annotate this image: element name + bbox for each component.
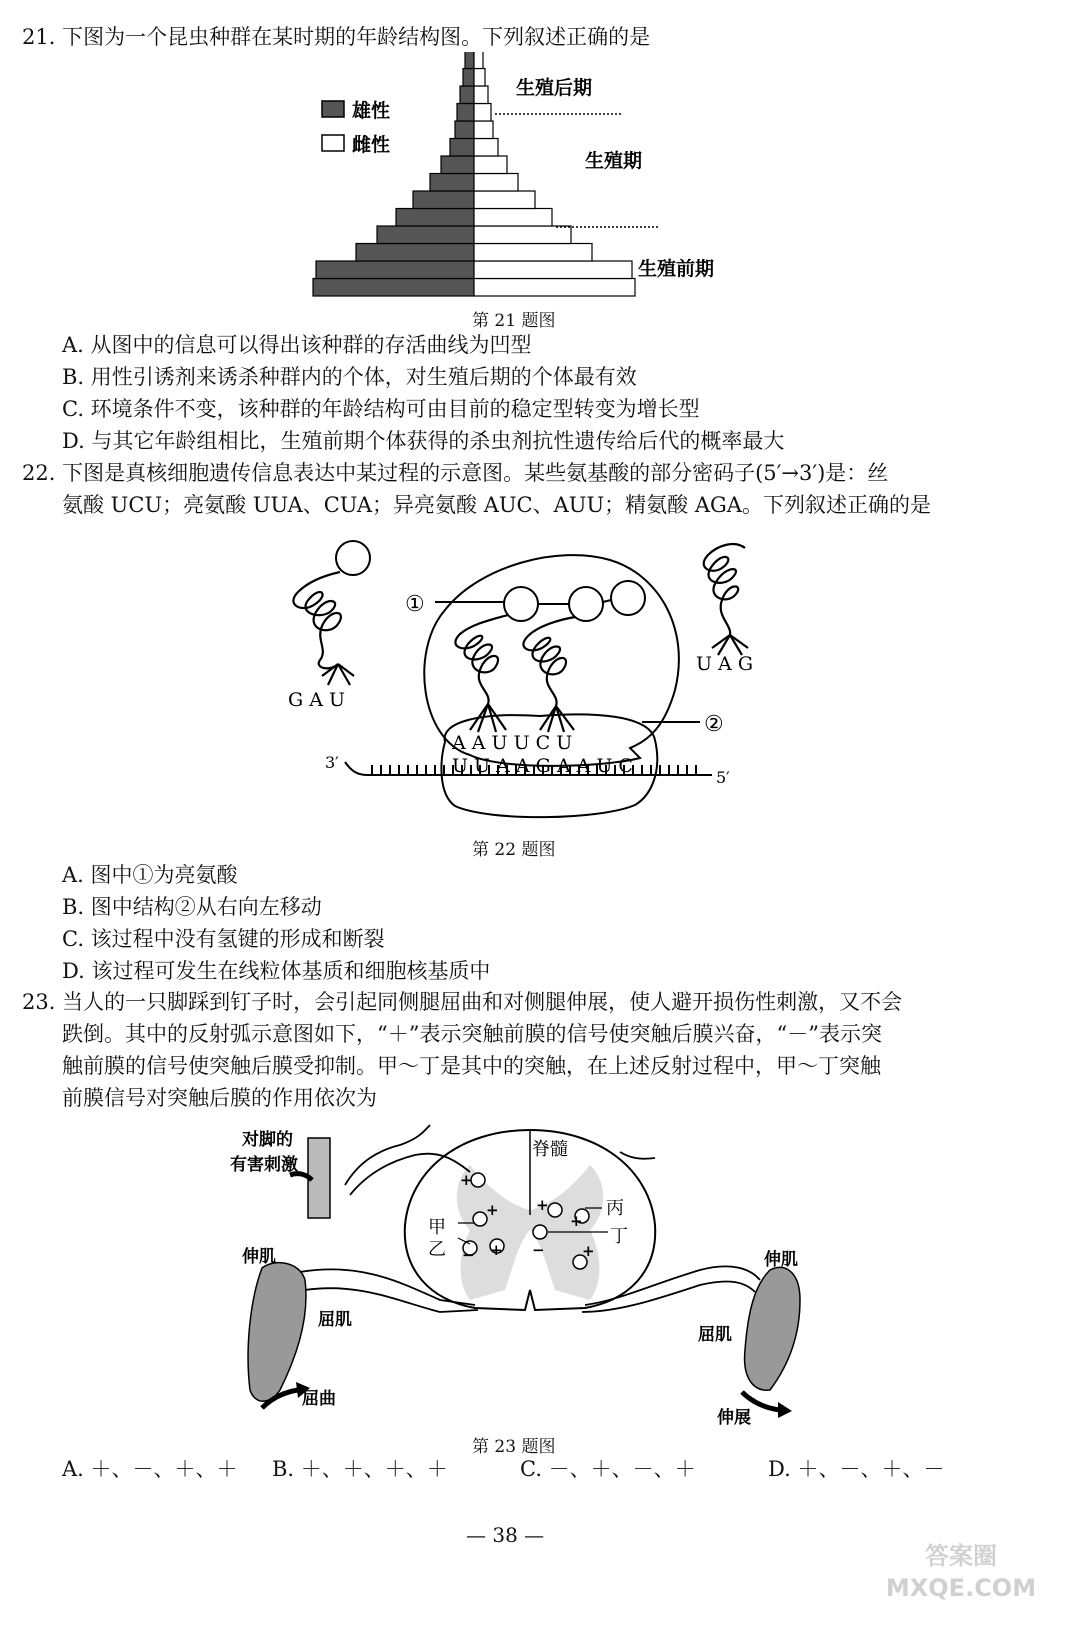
left-leg-muscles — [248, 1263, 306, 1402]
q22-option-d: D. 该过程可发生在线粒体基质和细胞核基质中 — [62, 959, 491, 983]
q21-option-d: D. 与其它年龄组相比，生殖前期个体获得的杀虫剂抗性遗传给后代的概率最大 — [62, 429, 785, 453]
q21-option-b: B. 用性引诱剂来诱杀种群内的个体，对生殖后期的个体最有效 — [62, 365, 637, 389]
pyramid-bar-female — [474, 104, 491, 122]
q23-option-a: A. ＋、－、＋、＋ — [62, 1457, 238, 1481]
label-pre-reproductive: 生殖前期 — [638, 258, 715, 280]
page-number: — 38 — — [466, 1523, 545, 1547]
trna-left — [293, 572, 354, 685]
q23-stem-line1: 23. 当人的一只脚踩到钉子时，会引起同侧腿屈曲和对侧腿伸展，使人避开损伤性刺激，又不会 — [22, 990, 903, 1014]
q23-option-d: D. ＋、－、＋、－ — [768, 1457, 945, 1481]
svg-text:−: − — [532, 1241, 545, 1259]
pyramid-bar-male — [396, 209, 474, 227]
pyramid-bar-male — [377, 226, 474, 244]
legend-female-swatch — [322, 135, 344, 151]
anticodons-bound: A A U U C U — [452, 732, 573, 754]
synapse-ding: 丁 — [610, 1226, 628, 1247]
pyramid-bar-male — [413, 191, 474, 209]
svg-text:+: + — [486, 1201, 499, 1219]
legend-male-swatch — [322, 101, 344, 117]
q23-stem-line3: 触前膜的信号使突触后膜受抑制。甲～丁是其中的突触，在上述反射过程中，甲～丁突触 — [62, 1054, 881, 1078]
mrna-sequence: U U A A G A A U C — [452, 755, 633, 777]
q23-caption: 第 23 题图 — [472, 1437, 556, 1457]
left-flexor-label: 屈肌 — [318, 1310, 352, 1330]
pyramid-bar-male — [465, 52, 474, 69]
pyramid-bar-female — [474, 261, 632, 279]
pyramid-bar-male — [430, 174, 474, 192]
pyramid-bar-female — [474, 69, 485, 87]
watermark: 答案圈 MXQE.COM — [885, 1542, 1037, 1602]
spinal-cord-label: 脊髓 — [532, 1139, 568, 1160]
right-extensor-label: 伸肌 — [764, 1250, 798, 1270]
stimulus-label-1: 对脚的 — [242, 1130, 293, 1150]
legend-male-label: 雄性 — [352, 100, 391, 122]
amino-acid-1 — [504, 587, 538, 621]
label-2: ② — [704, 712, 724, 737]
pyramid-bar-male — [316, 261, 474, 279]
q22-translation-diagram — [270, 525, 790, 830]
synapse-yi: 乙 — [428, 1239, 446, 1260]
q21-option-c: C. 环境条件不变，该种群的年龄结构可由目前的稳定型转变为增长型 — [62, 397, 700, 421]
q21-caption: 第 21 题图 — [472, 311, 556, 331]
q23-stem-line4: 前膜信号对突触后膜的作用依次为 — [62, 1086, 377, 1110]
pyramid-bar-male — [460, 86, 474, 104]
mrna-5-prime: 5′ — [716, 768, 730, 787]
pyramid-bar-male — [463, 69, 474, 87]
svg-text:−: − — [462, 1246, 475, 1264]
svg-text:+: + — [570, 1212, 583, 1230]
q22-option-a: A. 图中①为亮氨酸 — [62, 863, 238, 887]
q21-option-a: A. 从图中的信息可以得出该种群的存活曲线为凹型 — [62, 333, 532, 357]
label-1: ① — [405, 592, 425, 617]
pyramid-bar-female — [474, 209, 552, 227]
extend-label: 伸展 — [717, 1408, 751, 1428]
label-reproductive: 生殖期 — [585, 150, 643, 172]
pyramid-bar-female — [474, 52, 483, 69]
mrna-3-prime: 3′ — [325, 753, 339, 772]
q23-stem-line2: 跌倒。其中的反射弧示意图如下，“＋”表示突触前膜的信号使突触后膜兴奋，“－”表示突 — [62, 1022, 882, 1046]
pyramid-bar-male — [450, 139, 474, 157]
anticodon-right: U A G — [696, 653, 753, 675]
pyramid-bar-male — [457, 104, 474, 122]
right-leg-muscles — [745, 1267, 800, 1390]
pyramid-bar-female — [474, 86, 488, 104]
pyramid-bar-female — [474, 121, 493, 139]
q22-option-c: C. 该过程中没有氢键的形成和断裂 — [62, 927, 385, 951]
pyramid-bar-male — [356, 244, 474, 262]
q22-stem-line2: 氨酸 UCU；亮氨酸 UUA、CUA；异亮氨酸 AUC、AUU；精氨酸 AGA。下列叙述正确的是 — [62, 493, 931, 517]
pyramid-bar-male — [313, 279, 474, 297]
bend-label: 屈曲 — [302, 1389, 336, 1409]
amino-acid-2 — [569, 587, 603, 621]
neuron-7 — [533, 1225, 547, 1239]
pyramid-bar-female — [474, 226, 571, 244]
pyramid-bar-female — [474, 156, 507, 174]
neuron-1 — [471, 1173, 485, 1187]
trna-right — [704, 544, 748, 655]
q21-age-pyramid — [300, 52, 760, 310]
extend-arrow-head — [778, 1402, 792, 1418]
q23-reflex-arc-diagram — [225, 1118, 825, 1433]
right-flexor-label: 屈肌 — [698, 1325, 732, 1345]
q22-caption: 第 22 题图 — [472, 840, 556, 860]
stimulus-label-2: 有害刺激 — [230, 1155, 298, 1175]
synapse-bing: 丙 — [606, 1198, 624, 1219]
left-extensor-label: 伸肌 — [242, 1247, 276, 1267]
svg-text:+: + — [536, 1196, 549, 1214]
legend-female-label: 雌性 — [352, 134, 391, 156]
neuron-5 — [548, 1203, 562, 1217]
svg-text:+: + — [460, 1171, 473, 1189]
pyramid-bar-male — [441, 156, 474, 174]
anticodon-left: G A U — [288, 689, 345, 711]
q23-option-b: B. ＋、＋、＋、＋ — [272, 1457, 448, 1481]
synapse-jia: 甲 — [428, 1217, 446, 1238]
q22-stem-line1: 22. 下图是真核细胞遗传信息表达中某过程的示意图。某些氨基酸的部分密码子(5′→3′)是：丝 — [22, 461, 889, 485]
amino-acid-left-free — [336, 541, 370, 575]
svg-text:+: + — [582, 1242, 595, 1260]
amino-acid-3 — [611, 581, 645, 615]
q22-option-b: B. 图中结构②从右向左移动 — [62, 895, 322, 919]
pyramid-bar-female — [474, 191, 535, 209]
pyramid-bar-female — [474, 139, 498, 157]
pyramid-bar-male — [455, 121, 474, 139]
nerve-to-spinal-right — [620, 1152, 655, 1159]
pyramid-bar-female — [474, 244, 592, 262]
pyramid-bar-female — [474, 279, 635, 297]
q23-option-c: C. －、＋、－、＋ — [520, 1457, 696, 1481]
q21-stem: 21. 下图为一个昆虫种群在某时期的年龄结构图。下列叙述正确的是 — [22, 25, 651, 49]
neuron-2 — [473, 1212, 487, 1226]
label-post-reproductive: 生殖后期 — [516, 77, 593, 99]
pyramid-bar-female — [474, 174, 518, 192]
svg-text:+: + — [490, 1241, 503, 1259]
